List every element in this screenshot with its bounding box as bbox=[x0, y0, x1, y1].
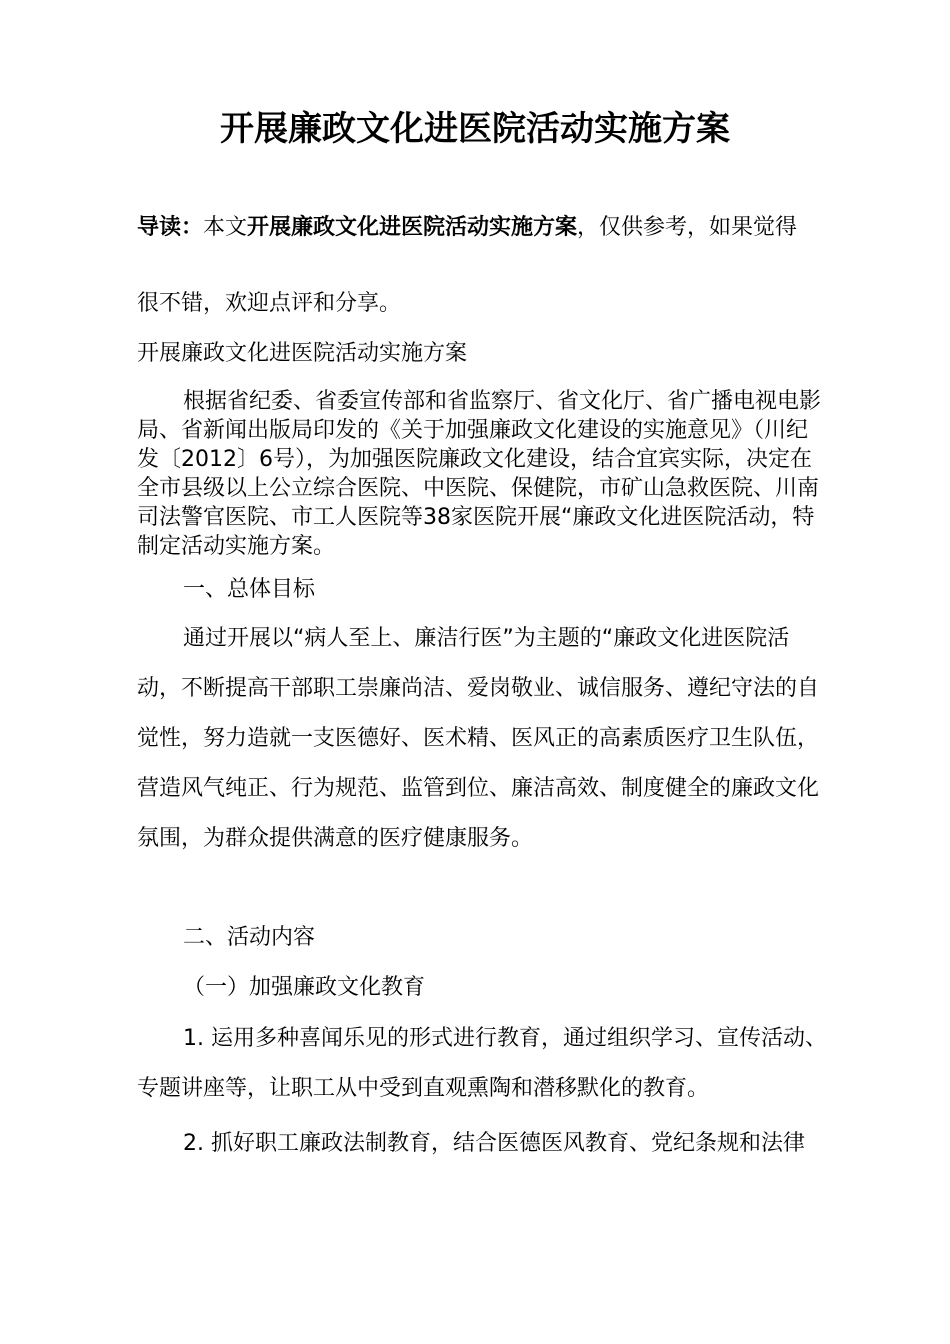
intro-bold-title: 开展廉政文化进医院活动实施方案 bbox=[247, 215, 578, 240]
intro-paragraph bbox=[137, 213, 827, 242]
document-title: 开展廉政文化进医院活动实施方案 bbox=[220, 109, 730, 149]
heading-education: （一）加强廉政文化教育 bbox=[183, 975, 426, 1000]
heading-activity-content: 二、活动内容 bbox=[183, 925, 316, 950]
intro-label: 导读： bbox=[137, 215, 204, 240]
intro-text-end: ，仅供参考，如果觉得 bbox=[577, 215, 798, 240]
list-item-1: 1. 运用多种喜闻乐见的形式进行教育，通过组织学习、宣传活动、专题讲座等，让职工从中受到直观熏陶和潜移默化的教育。 bbox=[137, 1026, 827, 1101]
intro-line-2: 很不错，欢迎点评和分享。 bbox=[137, 291, 402, 316]
list-item-2: 2. 抓好职工廉政法制教育，结合医德医风教育、党纪条规和法律 bbox=[183, 1131, 805, 1156]
paragraph-background: 根据省纪委、省委宣传部和省监察厅、省文化厅、省广播电视电影局、省新闻出版局印发的《关于加强廉政文化建设的实施意见》（川纪发〔2012〕6号），为加强医院廉政文化建设，结合宜宾实际，决定在全市县级以上公立综合医院、中医院、保健院，市矿山急救医院、川南司法警官医院、市工人医院等38家医院开展“廉政文化进医院活动，特制定活动实施方案。 bbox=[137, 389, 822, 559]
intro-text-start: 本文 bbox=[203, 215, 248, 240]
document-subtitle: 开展廉政文化进医院活动实施方案 bbox=[137, 341, 468, 366]
heading-overall-goal: 一、总体目标 bbox=[183, 577, 316, 602]
paragraph-goal: 通过开展以“病人至上、廉洁行医”为主题的“廉政文化进医院活动，不断提高干部职工崇廉尚洁、爱岗敬业、诚信服务、遵纪守法的自觉性，努力造就一支医德好、医术精、医风正的高素质医疗卫生队伍，营造风气纯正、行为规范、监管到位、廉洁高效、制度健全的廉政文化氛围，为群众提供满意的医疗健康服务。 bbox=[137, 626, 820, 851]
